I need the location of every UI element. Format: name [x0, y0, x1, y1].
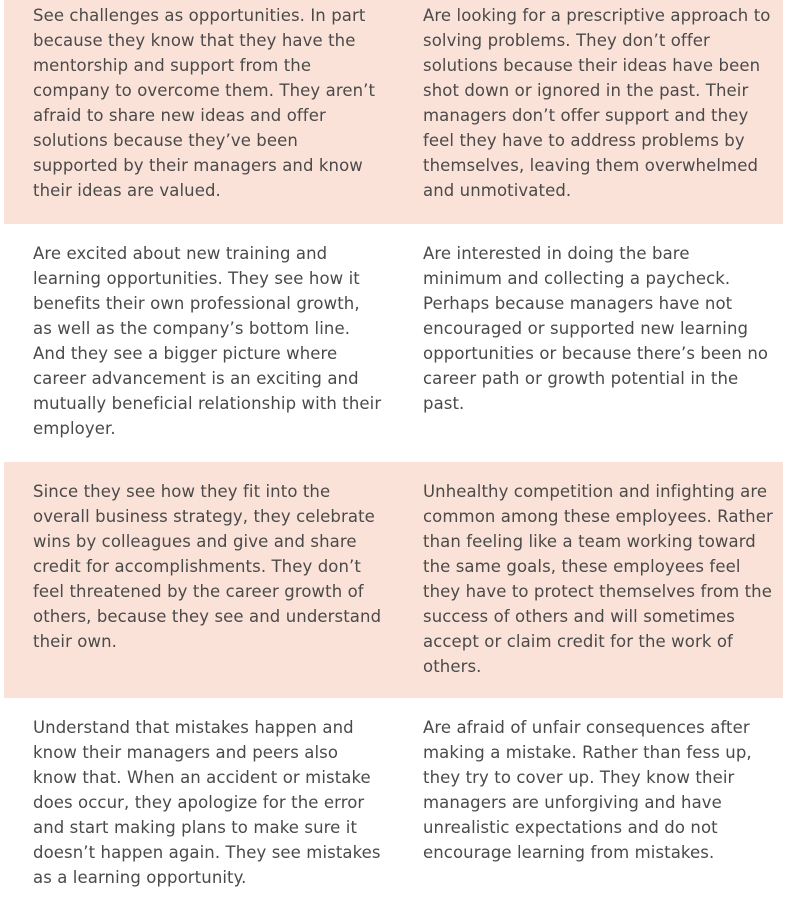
right-column-cell: Unhealthy competition and infighting are common among these employees. Rather than feeling like a team working toward the same goals, these employees feel they have to protect themselves from the success of others and will sometimes accept or claim credit for the work of others.	[423, 482, 773, 676]
table-row	[4, 698, 783, 918]
left-column-cell: Since they see how they fit into the overall business strategy, they celebrate wins by colleagues and give and share credit for accomplishments. They don’t feel threatened by the career growth of others, because they see and understand their own.	[33, 482, 382, 651]
left-column-cell: Are excited about new training and learning opportunities. They see how it benefits their own professional growth, as well as the company’s bottom line. And they see a bigger picture where career advancement is an exciting and mutually beneficial relationship with their employer.	[33, 244, 382, 438]
right-column-cell: Are afraid of unfair consequences after making a mistake. Rather than fess up, they try to cover up. They know their managers are unforgiving and have unrealistic expectations and do not encourage learning from mistakes.	[423, 718, 752, 862]
comparison-table	[4, 0, 783, 918]
right-column-cell: Are looking for a prescriptive approach to solving problems. They don’t offer solutions because their ideas have been shot down or ignored in the past. Their managers don’t offer support and they feel they have to address problems by themselves, leaving them overwhelmed and unmotivated.	[423, 6, 771, 200]
table-row	[4, 0, 783, 224]
right-column-cell: Are interested in doing the bare minimum and collecting a paycheck. Perhaps because managers have not encouraged or supported new learning opportunities or because there’s been no career path or growth potential in the past.	[423, 244, 769, 413]
table-row	[4, 224, 783, 462]
left-column-cell: See challenges as opportunities. In part because they know that they have the mentorship and support from the company to overcome them. They aren’t afraid to share new ideas and offer solutions because they’ve been supported by their managers and know their ideas are valued.	[33, 6, 376, 200]
table-row	[4, 462, 783, 698]
left-column-cell: Understand that mistakes happen and know their managers and peers also know that. When an accident or mistake does occur, they apologize for the error and start making plans to make sure it doesn’t happen again. They see mistakes as a learning opportunity.	[33, 718, 381, 887]
